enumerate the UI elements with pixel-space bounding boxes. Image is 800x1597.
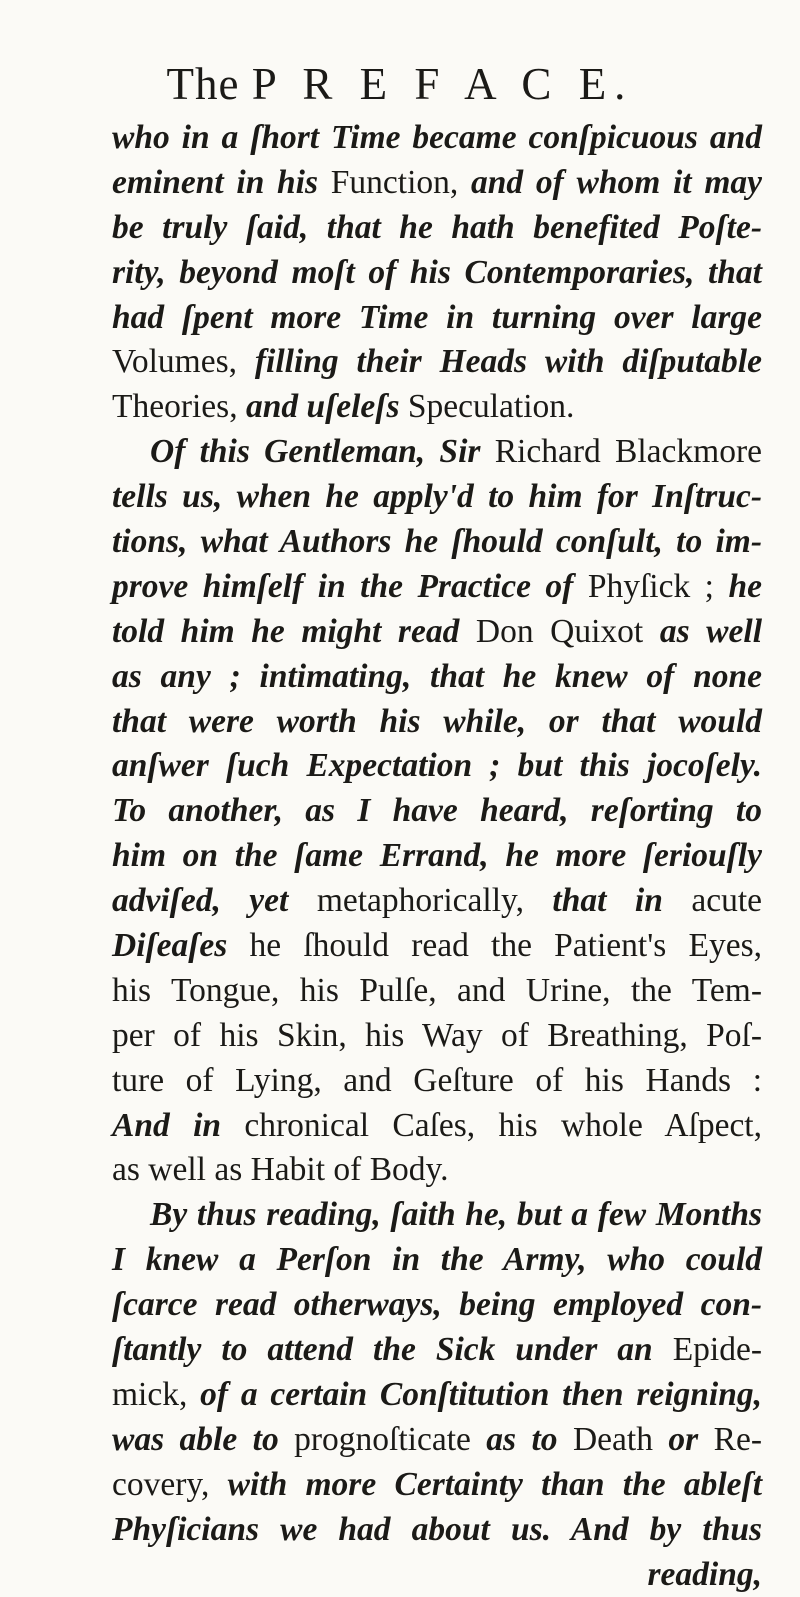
text-line [112, 296, 762, 341]
italic-text: adviſed, yet [112, 882, 317, 919]
running-header [0, 58, 800, 110]
roman-text: Volumes, [112, 343, 255, 380]
italic-text: was able to [112, 1421, 294, 1458]
roman-text: metaphorically, [317, 882, 524, 919]
italic-text: as well [643, 613, 762, 650]
text-line [112, 251, 762, 296]
text-line [112, 655, 762, 700]
text-line [112, 475, 762, 520]
roman-text: Richard Blackmore [495, 433, 762, 470]
roman-text: per of his Skin, his Way of Breathing, Poſ- [112, 1017, 762, 1054]
italic-text: Diſeaſes [112, 927, 250, 964]
roman-text: his Tongue, his Pulſe, and Urine, the Tem- [112, 972, 762, 1009]
text-line [112, 744, 762, 789]
italic-text: filling their Heads with diſputable [255, 343, 762, 380]
text-line [112, 340, 762, 385]
header-the: The [167, 59, 240, 109]
roman-text: acute [691, 882, 762, 919]
roman-text: chronical Caſes, his whole Aſpect, [244, 1107, 762, 1144]
text-line [112, 206, 762, 251]
text-line [112, 1328, 762, 1373]
roman-text: ture of Lying, and Geſture of his Hands : [112, 1062, 762, 1099]
italic-text: And in [112, 1107, 244, 1144]
text-line [112, 924, 762, 969]
text-line [112, 1373, 762, 1418]
italic-text: and of whom it may [458, 164, 762, 201]
italic-text: Of this Gentleman, Sir [150, 433, 495, 470]
text-line [112, 1283, 762, 1328]
text-line [112, 610, 762, 655]
roman-text: Phyſick ; [588, 568, 714, 605]
text-line [112, 1014, 762, 1059]
italic-text: or [653, 1421, 714, 1458]
roman-text: Theories, [112, 388, 246, 425]
italic-text: tions, what Authors he ſhould conſult, to im- [112, 523, 762, 560]
text-line [112, 520, 762, 565]
italic-text: ſtantly to attend the Sick under an [112, 1331, 673, 1368]
text-line [112, 1238, 762, 1283]
text-line [112, 1508, 762, 1553]
italic-text: prove himſelf in the Practice of [112, 568, 588, 605]
header-preface: P R E F A C E. [252, 59, 634, 109]
italic-text: who in a ſhort Time became conſpicuous and [112, 119, 762, 156]
italic-text: of a certain Conſtitution then reigning, [200, 1376, 762, 1413]
text-line [112, 1059, 762, 1104]
roman-text: as well as Habit of Body. [112, 1151, 449, 1188]
italic-text: with more Certainty than the ableſt [228, 1466, 762, 1503]
text-line [112, 1148, 762, 1193]
text-line [112, 565, 762, 610]
italic-text: To another, as I have heard, reſorting to [112, 792, 762, 829]
italic-text: as any ; intimating, that he knew of none [112, 658, 762, 695]
roman-text: Death [573, 1421, 653, 1458]
italic-text: rity, beyond moſt of his Contemporaries, that [112, 254, 762, 291]
italic-text: tells us, when he apply'd to him for Inſtruc- [112, 478, 762, 515]
text-line [112, 1463, 762, 1508]
italic-text: reading, [648, 1556, 762, 1593]
italic-text: that were worth his while, or that would [112, 703, 762, 740]
roman-text: Epide- [673, 1331, 762, 1368]
text-line [112, 430, 762, 475]
text-line [112, 1193, 762, 1238]
preface-body-text [112, 116, 762, 1597]
text-line [112, 385, 762, 430]
text-line [112, 161, 762, 206]
text-line [112, 879, 762, 924]
text-line [112, 700, 762, 745]
roman-text: Function, [331, 164, 459, 201]
italic-text: as to [471, 1421, 573, 1458]
roman-text: covery, [112, 1466, 228, 1503]
italic-text: that in [524, 882, 691, 919]
text-line [112, 1553, 762, 1597]
italic-text: eminent in his [112, 164, 331, 201]
roman-text: mick, [112, 1376, 200, 1413]
italic-text: ſcarce read otherways, being employed con- [112, 1286, 762, 1323]
roman-text: prognoſticate [294, 1421, 471, 1458]
italic-text: anſwer ſuch Expectation ; but this jocoſely. [112, 747, 762, 784]
roman-text: Speculation. [408, 388, 575, 425]
italic-text: be truly ſaid, that he hath benefited Poſte- [112, 209, 762, 246]
text-line [112, 789, 762, 834]
italic-text: I knew a Perſon in the Army, who could [112, 1241, 762, 1278]
text-line [112, 969, 762, 1014]
roman-text: Don Quixot [476, 613, 643, 650]
italic-text: him on the ſame Errand, he more ſeriouſly [112, 837, 762, 874]
italic-text: Phyſicians we had about us. And by thus [112, 1511, 762, 1548]
italic-text: By thus reading, ſaith he, but a few Months [150, 1196, 762, 1233]
text-line [112, 834, 762, 879]
italic-text: told him he might read [112, 613, 476, 650]
roman-text: he ſhould read the Patient's Eyes, [250, 927, 762, 964]
roman-text: Re- [714, 1421, 762, 1458]
text-line [112, 1418, 762, 1463]
text-line [112, 116, 762, 161]
italic-text: and uſeleſs [246, 388, 408, 425]
italic-text: he [714, 568, 762, 605]
italic-text: had ſpent more Time in turning over large [112, 299, 762, 336]
text-line [112, 1104, 762, 1149]
